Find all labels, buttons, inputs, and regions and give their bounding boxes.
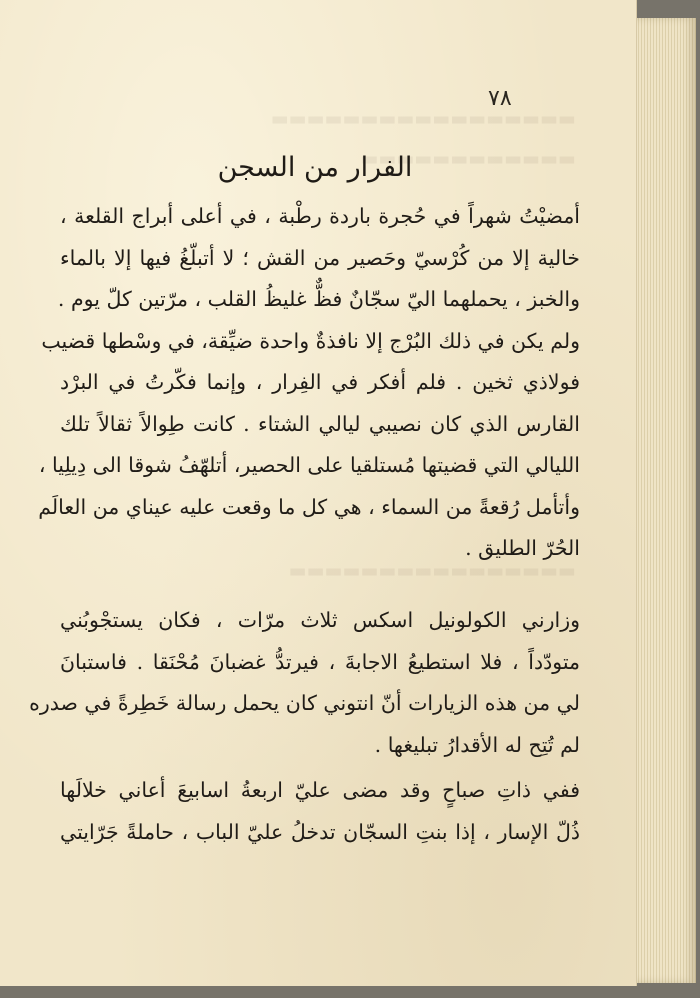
chapter-title: الفرار من السجن	[217, 152, 413, 183]
text-line: متودّداً ، فلا استطيعُ الاجابةَ ، فيرتدُّ غضبانَ مُحْنَقا . فاستبانَ	[60, 649, 580, 674]
text-line: وأتأمل رُقعةً من السماء ، هي كل ما وقعت عليه عيناي من العالَم	[38, 494, 580, 519]
text-line: لم تُتِح له الأقدارُ تبليغها .	[374, 732, 580, 757]
page-number: ٧٨	[488, 86, 512, 111]
paragraph-3	[60, 770, 580, 853]
text-line: وزارني الكولونيل اسكس ثلاث مرّات ، فكان يستجْوبُني	[60, 608, 580, 632]
bleed-through-text: ▬▬▬▬▬▬▬▬▬▬▬▬▬▬▬▬	[288, 560, 576, 582]
text-line: القارس الذي كان نصيبي ليالي الشتاء . كانت طِوالاً ثقالاً تلك	[60, 411, 580, 436]
text-line: الليالي التي قضيتها مُستلقيا على الحصير، أتلهّفُ شوقا الى دِيلِيا ،	[38, 453, 580, 477]
text-line: ولم يكن في ذلك البُرْج إلا نافذةٌ واحدة ضيِّقة، في وسْطها قضيب	[41, 328, 580, 353]
bleed-through-text: ▬▬▬▬▬▬▬▬▬▬▬▬▬▬▬▬▬	[270, 108, 576, 130]
text-line: لي من هذه الزيارات أنّ انتوني كان يحمل رسالة خَطِرةً في صدره	[29, 691, 580, 715]
paragraph-2	[29, 600, 580, 766]
text-line: أمضيْتُ شهراً في حُجرة باردة رطْبة ، في أعلى أبراج القلعة ،	[60, 204, 580, 228]
page-edges	[628, 18, 696, 983]
bleed-through-text: ▬▬▬▬▬▬▬▬▬▬▬▬	[360, 148, 576, 170]
text-line: خالية إلا من كُرْسيّ وحَصير من القش ؛ لا أتبلّغُ فيها إلا بالماء	[60, 245, 580, 270]
text-line: ذُلّ الإسار ، إذا بنتِ السجّان تدخلُ عليّ الباب ، حاملةً جَرّايتي	[60, 819, 580, 844]
text-line: ففي ذاتِ صباحٍ وقد مضى عليّ اربعةُ اسابيعَ أعاني خلالَها	[60, 778, 581, 802]
text-line: فولاذي ثخين . فلم أفكر في الفِرار ، وإنما فكّرتُ في البرْد	[60, 370, 580, 394]
paragraph-1	[38, 196, 580, 570]
text-line: والخبز ، يحملهما اليّ سجّانٌ فظٌّ غليظُ القلب ، مرّتين كلّ يوم .	[57, 287, 580, 311]
text-line: الحُرّ الطليق .	[465, 536, 580, 560]
